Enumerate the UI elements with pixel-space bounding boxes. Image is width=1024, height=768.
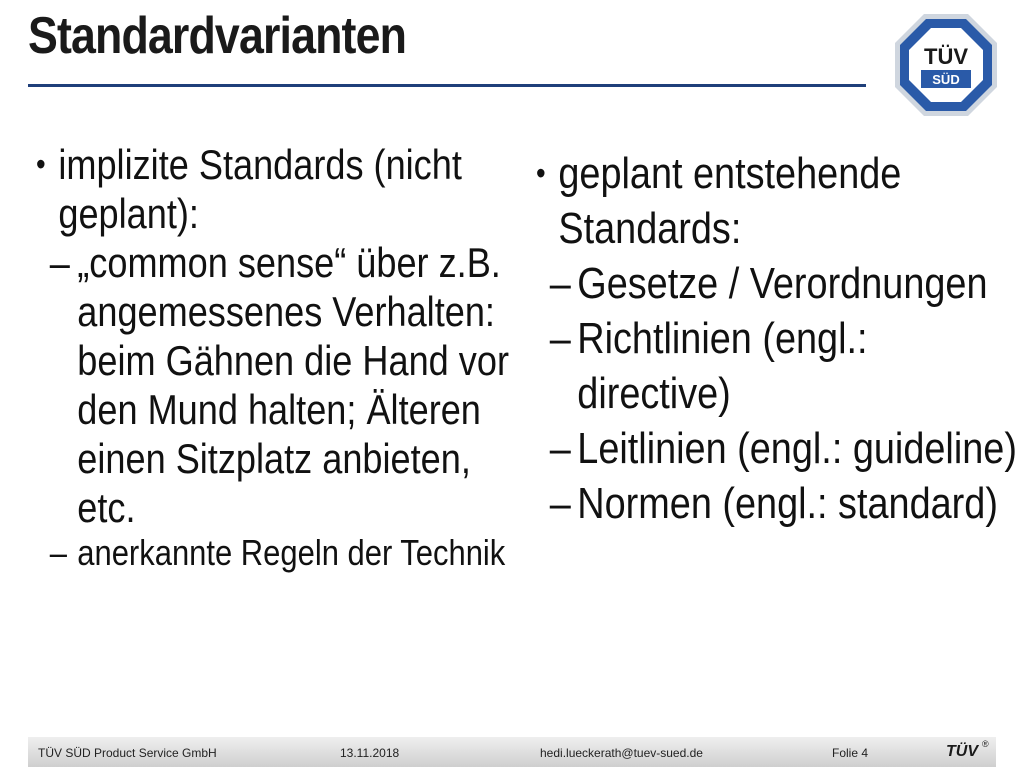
footer-date: 13.11.2018 xyxy=(340,746,400,760)
left-bullet-text: implizite Standards (nicht geplant): xyxy=(58,141,462,237)
footer-email: hedi.lueckerath@tuev-sued.de xyxy=(540,746,703,760)
left-column xyxy=(36,140,509,574)
footer-slide-number: Folie 4 xyxy=(832,746,869,760)
bullet-marker: • xyxy=(36,146,46,182)
title-underline xyxy=(28,84,866,87)
right-bullet xyxy=(536,146,1018,256)
footer-company: TÜV SÜD Product Service GmbH xyxy=(38,746,217,760)
right-sub-text: Richtlinien (engl.: directive) xyxy=(577,314,868,418)
left-sub-item xyxy=(50,532,518,574)
logo-text-top: TÜV xyxy=(924,44,968,69)
right-column xyxy=(536,146,1017,531)
right-sub-item xyxy=(550,421,1018,476)
left-sub-text: anerkannte Regeln der Technik xyxy=(77,532,506,573)
dash-marker: – xyxy=(549,479,571,528)
dash-marker: – xyxy=(549,424,571,473)
footer-tuv-logo-icon: TÜV xyxy=(946,743,978,760)
dash-marker: – xyxy=(549,314,571,363)
tuv-sud-logo-icon xyxy=(893,12,999,118)
dash-marker: – xyxy=(49,239,70,286)
left-sub-text: „common sense“ über z.B. angemessenes Verhalten: beim Gähnen die Hand vor den Mund halten; Älteren einen Sitzplatz anbieten, etc. xyxy=(77,239,509,531)
dash-marker: – xyxy=(549,259,571,308)
logo-text-bottom: SÜD xyxy=(932,72,960,87)
footer-registered-mark: ® xyxy=(982,739,989,749)
right-sub-item xyxy=(550,256,1018,311)
bullet-marker: • xyxy=(536,155,546,191)
left-bullet xyxy=(36,140,518,238)
left-sub-item xyxy=(50,238,518,532)
right-sub-item xyxy=(550,311,1018,421)
slide-title: Standardvarianten xyxy=(28,7,407,65)
right-sub-text: Gesetze / Verordnungen xyxy=(577,259,988,308)
right-bullet-text: geplant entstehende Standards: xyxy=(558,149,902,253)
right-sub-text: Normen (engl.: standard) xyxy=(577,479,998,528)
right-sub-item xyxy=(550,476,1018,531)
dash-marker: – xyxy=(49,532,67,573)
slide-footer xyxy=(28,737,996,767)
right-sub-text: Leitlinien (engl.: guideline) xyxy=(577,424,1017,473)
